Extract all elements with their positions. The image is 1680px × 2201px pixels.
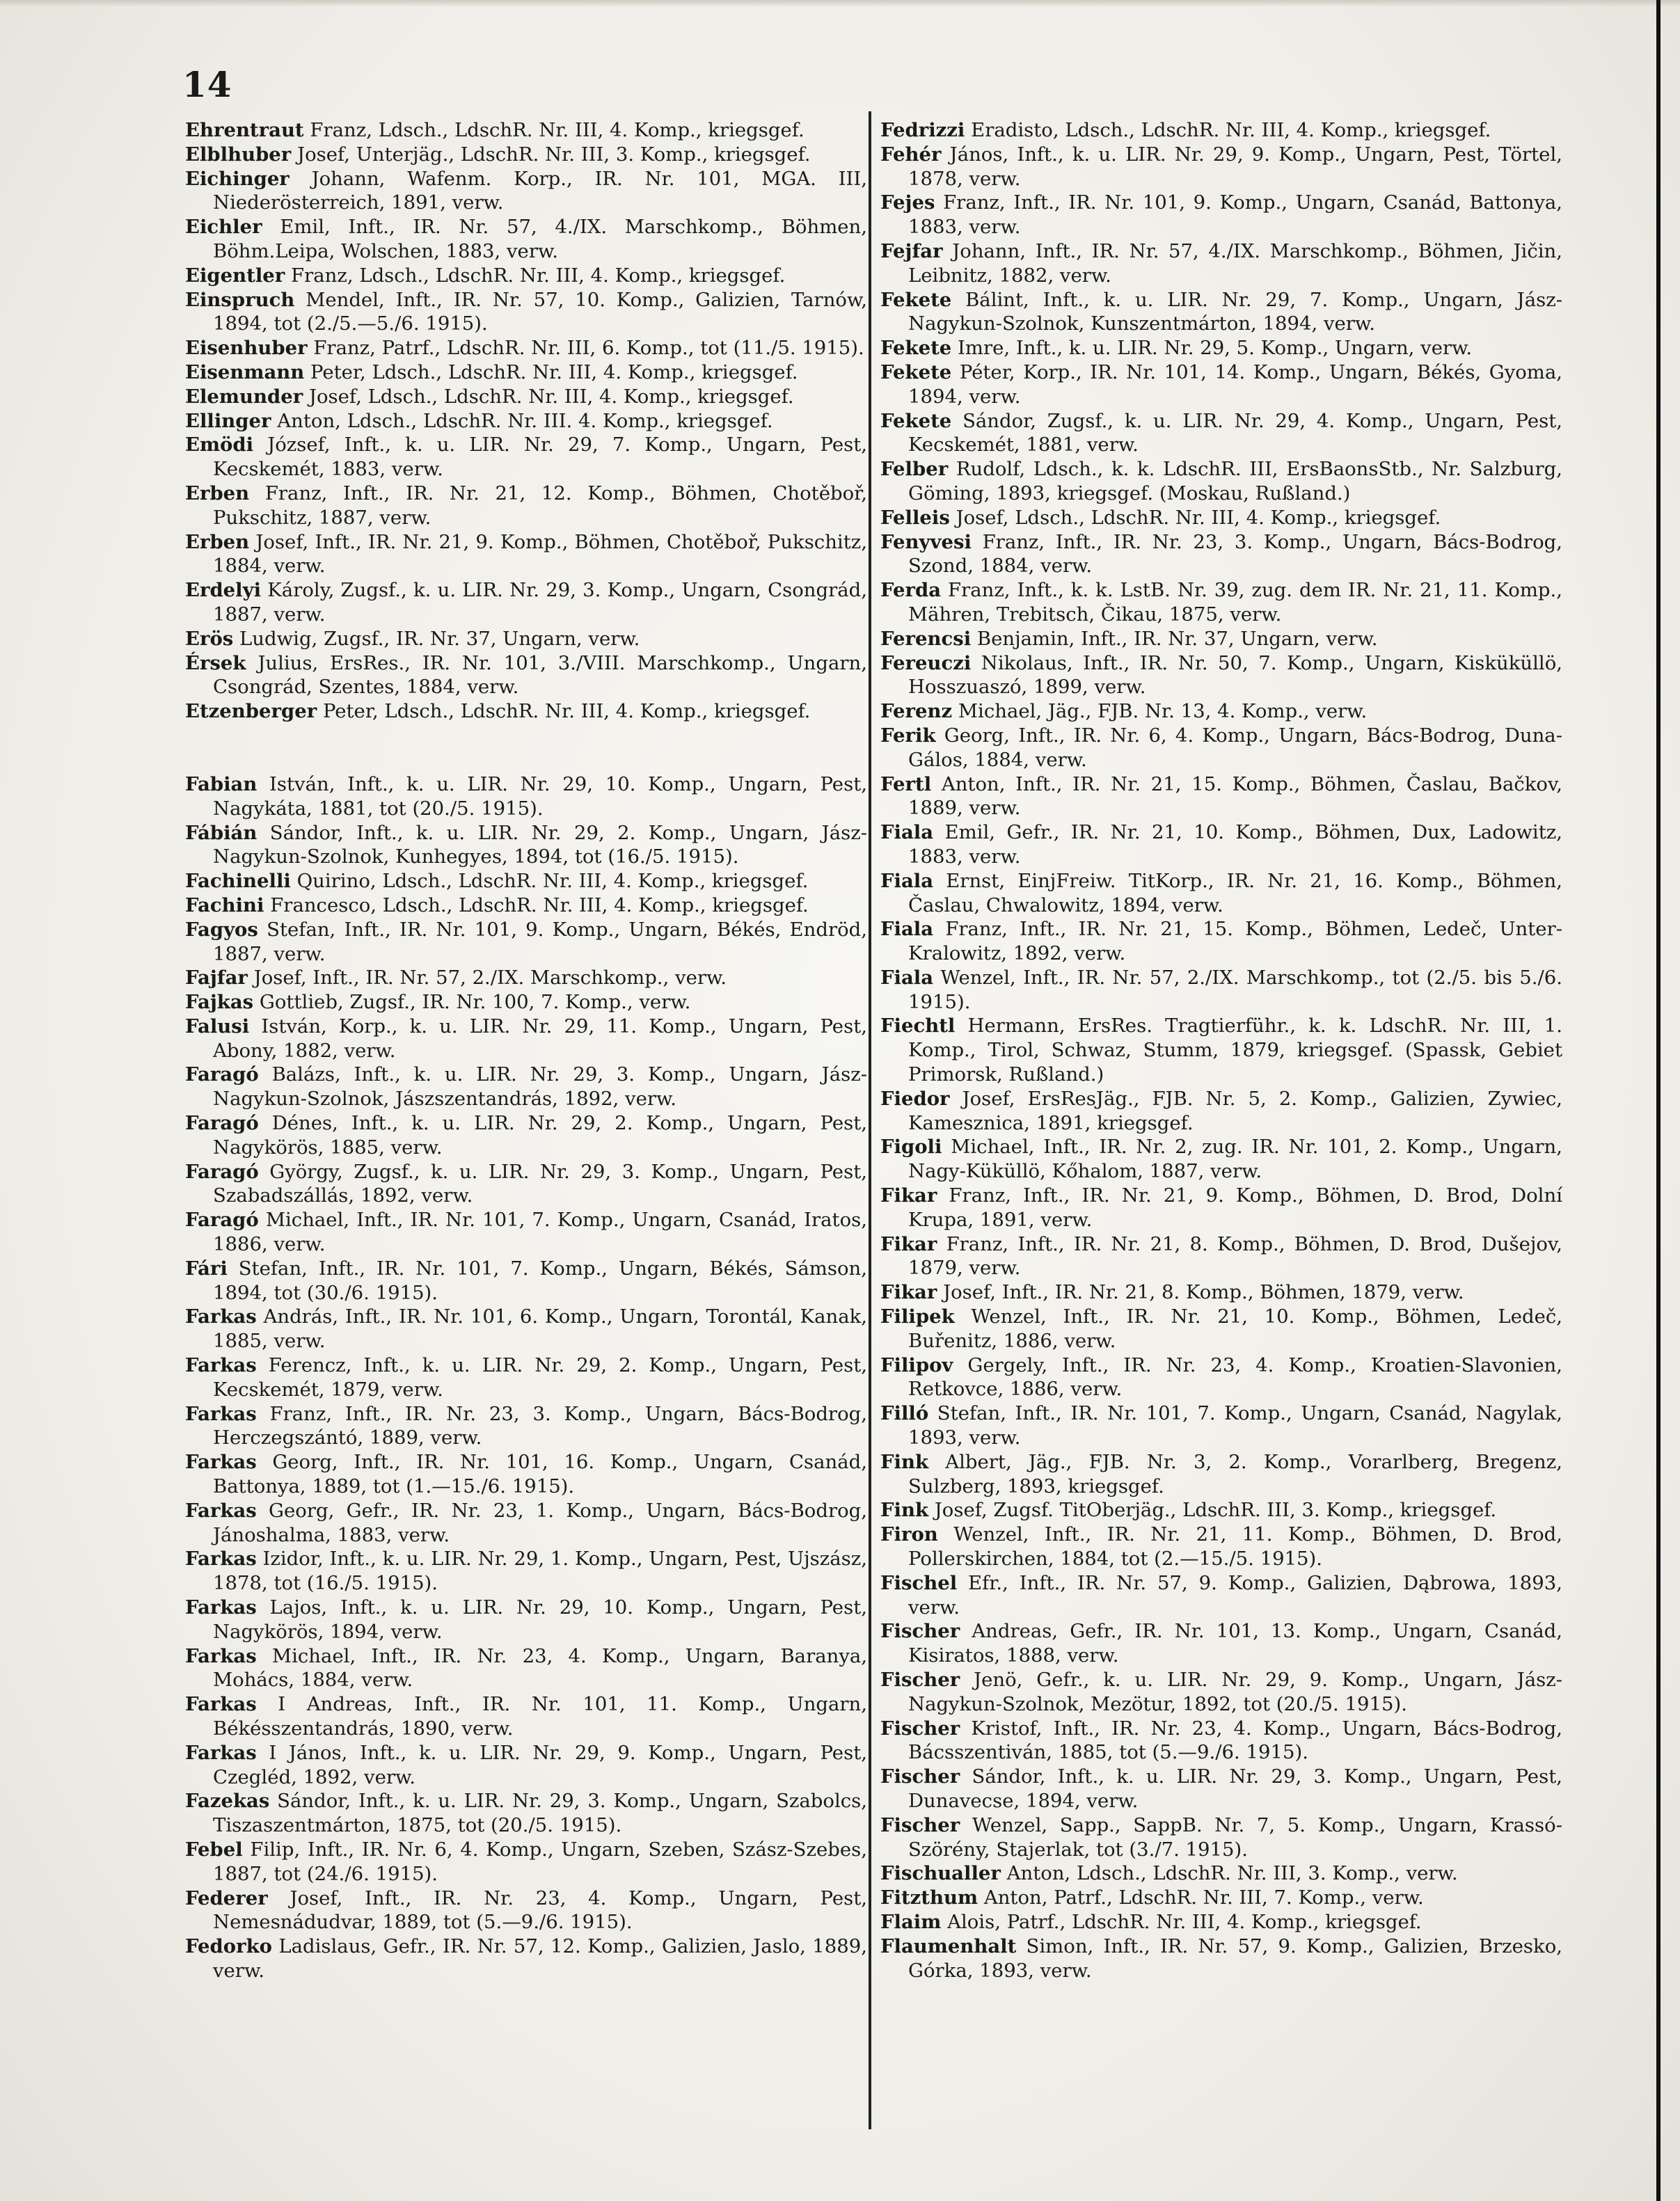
entry-details: Wenzel, Sapp., SappB. Nr. 7, 5. Komp., Ungarn, Krassó-Szörény, Stajerlak, tot (3./7. 1915). <box>908 1813 1562 1861</box>
entry <box>185 336 867 360</box>
entry <box>880 1232 1562 1281</box>
entry-surname: Fiala <box>880 966 934 989</box>
entry <box>880 1014 1562 1086</box>
entry-surname: Fábián <box>185 821 257 844</box>
entry-surname: Fink <box>880 1499 929 1522</box>
entry <box>185 893 867 918</box>
entry-details: András, Inft., IR. Nr. 101, 6. Komp., Ungarn, Torontál, Kanak, 1885, verw. <box>213 1305 867 1353</box>
entry-details: Andreas, Gefr., IR. Nr. 101, 13. Komp., Ungarn, Csanád, Kisiratos, 1888, verw. <box>908 1620 1562 1667</box>
entry-details: Josef, Zugsf. TitOberjäg., LdschR. III, 3. Komp., kriegsgef. <box>934 1499 1497 1522</box>
entry-surname: Ferda <box>880 579 942 602</box>
entry-details: I Andreas, Inft., IR. Nr. 101, 11. Komp., Ungarn, Békésszentandrás, 1890, verw. <box>213 1693 868 1740</box>
entry-surname: Felber <box>880 458 949 481</box>
entry-surname: Fajkas <box>185 991 254 1014</box>
entry <box>185 118 867 143</box>
right-column <box>880 118 1562 1983</box>
entry <box>185 482 867 530</box>
entry <box>880 1886 1562 1910</box>
entry-surname: Fischer <box>880 1620 960 1643</box>
entry <box>185 699 867 724</box>
entry-details: Emil, Inft., IR. Nr. 57, 4./IX. Marschkomp., Böhmen, Böhm.Leipa, Wolschen, 1883, verw. <box>213 216 867 262</box>
entry <box>185 409 867 434</box>
entry <box>880 627 1562 651</box>
entry-surname: Emödi <box>185 434 254 456</box>
entry <box>880 917 1562 966</box>
entry <box>185 360 867 385</box>
entry-details: Josef, Ldsch., LdschR. Nr. III, 4. Komp., kriegsgef. <box>956 506 1441 529</box>
page-right-border <box>1656 0 1661 2201</box>
entry <box>880 1934 1562 1983</box>
entry <box>880 457 1562 506</box>
entry-surname: Fabian <box>185 772 257 795</box>
entry-details: Wenzel, Inft., IR. Nr. 21, 11. Komp., Böhmen, D. Brod, Pollerskirchen, 1884, tot (2.—15./5. 1915). <box>908 1523 1562 1571</box>
entry-surname: Fiedor <box>880 1087 950 1110</box>
entry-surname: Fekete <box>880 337 952 360</box>
entry-surname: Fischer <box>880 1765 960 1788</box>
entry-details: Josef, Ldsch., LdschR. Nr. III, 4. Komp., kriegsgef. <box>308 385 794 408</box>
entry-details: Franz, Patrf., LdschR. Nr. III, 6. Komp., tot (11./5. 1915). <box>313 337 864 360</box>
entry <box>880 1668 1562 1717</box>
entry-surname: Ferik <box>880 724 936 747</box>
page-number: 14 <box>182 64 232 105</box>
entry-surname: Fári <box>185 1257 228 1280</box>
entry <box>880 1498 1562 1523</box>
entry-surname: Fereuczi <box>880 651 972 674</box>
entry-details: Jenö, Gefr., k. u. LIR. Nr. 29, 9. Komp., Ungarn, Jász-Nagykun-Szolnok, Mezötur, 1892, tot (20./5. 1915). <box>908 1669 1563 1715</box>
entry-details: Sándor, Zugsf., k. u. LIR. Nr. 29, 4. Komp., Ungarn, Pest, Kecskemét, 1881, verw. <box>908 409 1562 456</box>
entry-details: Franz, Ldsch., LdschR. Nr. III, 4. Komp., kriegsgef. <box>291 264 786 287</box>
entry-details: Franz, Inft., IR. Nr. 21, 12. Komp., Böhmen, Chotěboř, Pukschitz, 1887, verw. <box>213 482 867 529</box>
entry <box>185 433 867 482</box>
entry-details: Franz, Inft., IR. Nr. 21, 8. Komp., Böhmen, D. Brod, Dušejov, 1879, verw. <box>908 1232 1562 1280</box>
entry <box>185 1402 867 1451</box>
entry <box>185 288 867 337</box>
entry-surname: Erdelyi <box>185 579 262 602</box>
entry <box>185 1934 867 1983</box>
entry <box>880 1280 1562 1305</box>
entry-details: Bálint, Inft., k. u. LIR. Nr. 29, 7. Komp., Ungarn, Jász-Nagykun-Szolnok, Kunszentmárton, 1894, verw. <box>908 288 1562 335</box>
entry-details: Franz, Inft., IR. Nr. 23, 3. Komp., Ungarn, Bács-Bodrog, Herczegszántó, 1889, verw. <box>213 1402 867 1449</box>
entry <box>185 530 867 579</box>
entry-surname: Fischer <box>880 1669 960 1691</box>
entry-surname: Fachinelli <box>185 870 291 893</box>
entry <box>185 918 867 967</box>
entry-surname: Faragó <box>185 1160 259 1183</box>
entry <box>880 143 1562 191</box>
entry <box>185 821 867 870</box>
entry-surname: Eichler <box>185 216 262 239</box>
entry-surname: Fischer <box>880 1813 960 1836</box>
entry <box>185 772 867 821</box>
entry <box>880 1401 1562 1450</box>
entry-details: Franz, Inft., k. k. LstB. Nr. 39, zug. dem IR. Nr. 21, 11. Komp., Mähren, Trebitsch, Čikau, 1875, verw. <box>908 579 1562 626</box>
entry-details: Lajos, Inft., k. u. LIR. Nr. 29, 10. Komp., Ungarn, Pest, Nagykörös, 1894, verw. <box>213 1596 867 1643</box>
entry-details: Wenzel, Inft., IR. Nr. 21, 10. Komp., Böhmen, Ledeč, Buřenitz, 1886, verw. <box>908 1305 1562 1352</box>
entry-surname: Ehrentraut <box>185 119 304 141</box>
entry-details: István, Korp., k. u. LIR. Nr. 29, 11. Komp., Ungarn, Pest, Abony, 1882, verw. <box>213 1015 867 1062</box>
left-column-f-entries <box>185 772 867 1983</box>
entry-details: Gergely, Inft., IR. Nr. 23, 4. Komp., Kroatien-Slavonien, Retkovce, 1886, verw. <box>908 1353 1562 1401</box>
entry <box>880 772 1562 821</box>
entry-details: Sándor, Inft., k. u. LIR. Nr. 29, 3. Komp., Ungarn, Szabolcs, Tiszaszentmárton, 1875, tot (20./5. 1915). <box>213 1790 867 1837</box>
entry <box>880 651 1562 700</box>
entry-surname: Figoli <box>880 1136 942 1159</box>
entry-details: Balázs, Inft., k. u. LIR. Nr. 29, 3. Komp., Ungarn, Jász-Nagykun-Szolnok, Jászszentandrás, 1892, verw. <box>213 1063 867 1111</box>
entry <box>185 385 867 409</box>
entry-details: Michael, Inft., IR. Nr. 2, zug. IR. Nr. 101, 2. Komp., Ungarn, Nagy-Küküllö, Kőhalom, 1887, verw. <box>908 1136 1563 1183</box>
entry <box>880 1571 1562 1620</box>
entry-details: Izidor, Inft., k. u. LIR. Nr. 29, 1. Komp., Ungarn, Pest, Ujszász, 1878, tot (16./5. 1915). <box>213 1548 867 1595</box>
entry-details: Emil, Gefr., IR. Nr. 21, 10. Komp., Böhmen, Dux, Ladowitz, 1883, verw. <box>908 821 1562 868</box>
entry-details: György, Zugsf., k. u. LIR. Nr. 29, 3. Komp., Ungarn, Pest, Szabadszállás, 1892, verw. <box>213 1160 867 1207</box>
entry <box>880 191 1562 239</box>
entry <box>880 1305 1562 1353</box>
entry-details: István, Inft., k. u. LIR. Nr. 29, 10. Komp., Ungarn, Pest, Nagykáta, 1881, tot (20./5. 1915). <box>213 772 867 820</box>
entry-details: Imre, Inft., k. u. LIR. Nr. 29, 5. Komp., Ungarn, verw. <box>958 337 1473 360</box>
entry <box>185 1741 867 1790</box>
entry-details: Michael, Jäg., FJB. Nr. 13, 4. Komp., verw. <box>958 700 1368 723</box>
entry-details: Károly, Zugsf., k. u. LIR. Nr. 29, 3. Komp., Ungarn, Csongrád, 1887, verw. <box>213 579 867 626</box>
entry-surname: Fitzthum <box>880 1886 978 1909</box>
entry-details: Georg, Gefr., IR. Nr. 23, 1. Komp., Ungarn, Bács-Bodrog, Jánoshalma, 1883, verw. <box>213 1499 867 1546</box>
entry-details: Ferencz, Inft., k. u. LIR. Nr. 29, 2. Komp., Ungarn, Pest, Kecskemét, 1879, verw. <box>213 1354 867 1401</box>
entry-surname: Ellinger <box>185 409 271 432</box>
entry <box>880 530 1562 579</box>
entry <box>880 409 1562 458</box>
entry <box>185 1257 867 1305</box>
entry-surname: Farkas <box>185 1354 257 1377</box>
entry-details: Efr., Inft., IR. Nr. 57, 9. Komp., Galizien, Dąbrowa, 1893, verw. <box>908 1571 1562 1619</box>
entry <box>185 215 867 264</box>
entry-surname: Farkas <box>185 1693 257 1716</box>
entry-surname: Fiala <box>880 869 934 892</box>
entry-details: Georg, Inft., IR. Nr. 101, 16. Komp., Ungarn, Csanád, Battonya, 1889, tot (1.—15./6. 1915). <box>213 1451 867 1498</box>
entry-surname: Fischualler <box>880 1862 1001 1885</box>
entry-surname: Faragó <box>185 1209 259 1232</box>
entry-surname: Erben <box>185 482 250 504</box>
column-divider <box>869 111 871 2129</box>
entry-surname: Fikar <box>880 1281 937 1304</box>
entry-details: János, Inft., k. u. LIR. Nr. 29, 9. Komp., Ungarn, Pest, Törtel, 1878, verw. <box>908 143 1562 190</box>
entry-surname: Farkas <box>185 1305 257 1328</box>
entry-surname: Fertl <box>880 772 932 795</box>
entry <box>880 288 1562 337</box>
entry-details: Michael, Inft., IR. Nr. 101, 7. Komp., Ungarn, Csanád, Iratos, 1886, verw. <box>213 1209 867 1256</box>
entry-surname: Ferencsi <box>880 627 972 650</box>
entry <box>185 1886 867 1935</box>
entry-details: Josef, Inft., IR. Nr. 21, 8. Komp., Böhmen, 1879, verw. <box>943 1281 1464 1304</box>
entry <box>880 820 1562 869</box>
entry-surname: Fajfar <box>185 967 248 990</box>
entry <box>185 264 867 288</box>
entry-details: Anton, Ldsch., LdschR. Nr. III, 3. Komp., verw. <box>1006 1862 1458 1885</box>
entry-details: Franz, Inft., IR. Nr. 101, 9. Komp., Ungarn, Csanád, Battonya, 1883, verw. <box>908 191 1562 239</box>
entry-surname: Filipov <box>880 1353 953 1376</box>
entry <box>880 699 1562 724</box>
entry-surname: Fagyos <box>185 918 258 941</box>
entry-details: Josef, Unterjäg., LdschR. Nr. III, 3. Komp., kriegsgef. <box>297 143 811 166</box>
entry <box>185 1111 867 1160</box>
entry-details: Nikolaus, Inft., IR. Nr. 50, 7. Komp., Ungarn, Kisküküllö, Hosszuaszó, 1899, verw. <box>908 651 1562 699</box>
entry <box>185 1499 867 1548</box>
entry-details: Gottlieb, Zugsf., IR. Nr. 100, 7. Komp., verw. <box>259 991 691 1014</box>
entry-details: Mendel, Inft., IR. Nr. 57, 10. Komp., Galizien, Tarnów, 1894, tot (2./5.—5./6. 1915). <box>213 288 867 335</box>
entry-details: Josef, Inft., IR. Nr. 23, 4. Komp., Ungarn, Pest, Nemesnádudvar, 1889, tot (5.—9./6. 1915). <box>213 1886 867 1934</box>
entry <box>185 990 867 1015</box>
entry-surname: Eisenmann <box>185 360 305 383</box>
entry-surname: Erben <box>185 530 250 553</box>
entry-surname: Elemunder <box>185 385 303 408</box>
entry-details: Rudolf, Ldsch., k. k. LdschR. III, ErsBaonsStb., Nr. Salzburg, Göming, 1893, kriegsgef. (Moskau, Rußland.) <box>908 458 1562 504</box>
entry <box>185 1208 867 1257</box>
entry-details: Hermann, ErsRes. Tragtierführ., k. k. LdschR. Nr. III, 1. Komp., Tirol, Schwaz, Stumm, 1879, kriegsgef. (Spassk, Gebiet Primorsk, Rußland.) <box>908 1015 1562 1086</box>
entry <box>185 627 867 651</box>
entry-details: Sándor, Inft., k. u. LIR. Nr. 29, 2. Komp., Ungarn, Jász-Nagykun-Szolnok, Kunhegyes, 1894, tot (16./5. 1915). <box>213 821 867 868</box>
entry-surname: Fedorko <box>185 1935 272 1958</box>
entry <box>880 506 1562 530</box>
entry-details: Sándor, Inft., k. u. LIR. Nr. 29, 3. Komp., Ungarn, Pest, Dunavecse, 1894, verw. <box>908 1765 1562 1812</box>
entry-details: I János, Inft., k. u. LIR. Nr. 29, 9. Komp., Ungarn, Pest, Czegléd, 1892, verw. <box>213 1741 867 1788</box>
entry <box>185 1644 867 1693</box>
entry <box>880 1813 1562 1862</box>
entry <box>185 1160 867 1209</box>
entry <box>880 239 1562 288</box>
entry-surname: Farkas <box>185 1499 257 1522</box>
entry-details: Franz, Inft., IR. Nr. 21, 9. Komp., Böhmen, D. Brod, Dolní Krupa, 1891, verw. <box>908 1184 1562 1231</box>
entry <box>185 966 867 990</box>
entry-surname: Farkas <box>185 1548 257 1571</box>
entry <box>185 1838 867 1886</box>
entry <box>880 1861 1562 1886</box>
entry-details: Franz, Ldsch., LdschR. Nr. III, 4. Komp., kriegsgef. <box>310 119 805 141</box>
entry-surname: Firon <box>880 1523 938 1546</box>
entry-details: Johann, Inft., IR. Nr. 57, 4./IX. Marschkomp., Böhmen, Jičin, Leibnitz, 1882, verw. <box>908 239 1562 287</box>
entry <box>185 1305 867 1353</box>
entry <box>880 966 1562 1015</box>
entry-details: Ludwig, Zugsf., IR. Nr. 37, Ungarn, verw. <box>239 627 640 650</box>
entry <box>185 651 867 700</box>
entry-details: Georg, Inft., IR. Nr. 6, 4. Komp., Ungarn, Bács-Bodrog, Duna-Gálos, 1884, verw. <box>908 724 1562 771</box>
entry <box>880 118 1562 143</box>
entry-surname: Fikar <box>880 1232 937 1255</box>
entry-details: Stefan, Inft., IR. Nr. 101, 7. Komp., Ungarn, Békés, Sámson, 1894, tot (30./6. 1915). <box>213 1257 867 1304</box>
section-gap <box>185 724 867 772</box>
entry <box>880 1135 1562 1184</box>
left-column-e-entries <box>185 118 867 724</box>
entry-surname: Fischer <box>880 1717 960 1740</box>
entry-surname: Elblhuber <box>185 143 292 166</box>
left-column <box>185 118 867 1983</box>
entry-surname: Fiechtl <box>880 1015 956 1038</box>
entry-details: Dénes, Inft., k. u. LIR. Nr. 29, 2. Komp., Ungarn, Pest, Nagykörös, 1885, verw. <box>213 1112 867 1159</box>
right-column-entries <box>880 118 1562 1983</box>
entry-surname: Fehér <box>880 143 942 166</box>
entry-surname: Fazekas <box>185 1790 270 1813</box>
entry-surname: Fedrizzi <box>880 119 965 141</box>
entry-details: Wenzel, Inft., IR. Nr. 57, 2./IX. Marschkomp., tot (2./5. bis 5./6. 1915). <box>908 966 1562 1013</box>
entry-surname: Fikar <box>880 1184 937 1207</box>
entry-surname: Fachini <box>185 893 264 916</box>
entry-details: Julius, ErsRes., IR. Nr. 101, 3./VIII. Marschkomp., Ungarn, Csongrád, Szentes, 1884, verw. <box>213 651 867 699</box>
entry-surname: Fenyvesi <box>880 530 972 553</box>
entry-details: Peter, Ldsch., LdschR. Nr. III, 4. Komp., kriegsgef. <box>322 700 811 723</box>
entry-surname: Etzenberger <box>185 700 317 723</box>
entry-details: Stefan, Inft., IR. Nr. 101, 9. Komp., Ungarn, Békés, Endröd, 1887, verw. <box>213 918 867 965</box>
entry-surname: Fiala <box>880 918 934 941</box>
entry <box>185 143 867 167</box>
entry <box>185 869 867 893</box>
entry-surname: Eigentler <box>185 264 285 287</box>
entry <box>880 1450 1562 1499</box>
entry-surname: Eisenhuber <box>185 337 308 360</box>
entry-details: Johann, Wafenm. Korp., IR. Nr. 101, MGA. III, Niederösterreich, 1891, verw. <box>213 167 867 214</box>
entry-details: Eradisto, Ldsch., LdschR. Nr. III, 4. Komp., kriegsgef. <box>971 119 1491 141</box>
entry-surname: Felleis <box>880 506 950 529</box>
entry-details: Alois, Patrf., LdschR. Nr. III, 4. Komp., kriegsgef. <box>947 1910 1422 1933</box>
entry <box>880 724 1562 772</box>
entry <box>185 1596 867 1644</box>
entry-surname: Ferenz <box>880 700 953 723</box>
entry-surname: Farkas <box>185 1741 257 1764</box>
entry-details: Kristof, Inft., IR. Nr. 23, 4. Komp., Ungarn, Bács-Bodrog, Bácsszentiván, 1885, tot (5.—9./6. 1915). <box>908 1717 1562 1764</box>
entry <box>880 1184 1562 1232</box>
entry-details: Ernst, EinjFreiw. TitKorp., IR. Nr. 21, 16. Komp., Böhmen, Časlau, Chwalowitz, 1894, verw. <box>908 869 1562 916</box>
entry <box>880 1619 1562 1668</box>
entry-details: Anton, Patrf., LdschR. Nr. III, 7. Komp., verw. <box>983 1886 1424 1909</box>
entry <box>185 1789 867 1838</box>
entry-details: Francesco, Ldsch., LdschR. Nr. III, 4. Komp., kriegsgef. <box>270 893 809 916</box>
entry-surname: Faragó <box>185 1063 259 1086</box>
entry-surname: Farkas <box>185 1451 257 1474</box>
entry <box>880 336 1562 360</box>
entry-details: Ladislaus, Gefr., IR. Nr. 57, 12. Komp., Galizien, Jaslo, 1889, verw. <box>213 1935 867 1982</box>
entry-surname: Falusi <box>185 1015 250 1038</box>
entry <box>185 1353 867 1402</box>
entry <box>185 1450 867 1499</box>
entry <box>880 1523 1562 1571</box>
entry-details: Filip, Inft., IR. Nr. 6, 4. Komp., Ungarn, Szeben, Szász-Szebes, 1887, tot (24./6. 1915). <box>213 1838 867 1885</box>
entry <box>880 1717 1562 1765</box>
entry-surname: Erös <box>185 627 234 650</box>
entry-details: Josef, ErsResJäg., FJB. Nr. 5, 2. Komp., Galizien, Zywiec, Kamesznica, 1891, kriegsgef. <box>908 1087 1562 1134</box>
entry-details: Peter, Ldsch., LdschR. Nr. III, 4. Komp., kriegsgef. <box>310 360 798 383</box>
entry <box>185 167 867 216</box>
entry-surname: Einspruch <box>185 288 295 311</box>
entry <box>185 1547 867 1596</box>
entry-surname: Fejes <box>880 191 935 214</box>
entry-details: Josef, Inft., IR. Nr. 21, 9. Komp., Böhmen, Chotěboř, Pukschitz, 1884, verw. <box>213 530 867 578</box>
entry <box>880 1765 1562 1813</box>
entry-details: Anton, Ldsch., LdschR. Nr. III. 4. Komp., kriegsgef. <box>277 409 773 432</box>
entry-surname: Flaumenhalt <box>880 1934 1017 1957</box>
entry <box>880 1910 1562 1934</box>
entry <box>880 869 1562 918</box>
entry-details: Péter, Korp., IR. Nr. 101, 14. Komp., Ungarn, Békés, Gyoma, 1894, verw. <box>908 360 1563 408</box>
entry-details: Simon, Inft., IR. Nr. 57, 9. Komp., Galizien, Brzesko, Górka, 1893, verw. <box>908 1934 1562 1982</box>
page-top-shadow <box>0 0 1680 7</box>
entry-surname: Farkas <box>185 1644 257 1667</box>
entry <box>185 578 867 627</box>
entry-surname: Fekete <box>880 360 952 383</box>
entry-surname: Fejfar <box>880 239 943 262</box>
entry-details: József, Inft., k. u. LIR. Nr. 29, 7. Komp., Ungarn, Pest, Kecskemét, 1883, verw. <box>213 434 867 481</box>
entry-surname: Eichinger <box>185 167 290 190</box>
entry-surname: Filipek <box>880 1305 955 1328</box>
entry <box>185 1063 867 1111</box>
entry <box>185 1692 867 1741</box>
entry-surname: Érsek <box>185 651 246 674</box>
entry <box>880 1087 1562 1136</box>
entry <box>880 578 1562 627</box>
entry-surname: Federer <box>185 1886 268 1909</box>
entry-details: Quirino, Ldsch., LdschR. Nr. III, 4. Komp., kriegsgef. <box>296 870 809 893</box>
entry <box>880 360 1562 409</box>
entry-surname: Filló <box>880 1402 929 1425</box>
entry-details: Franz, Inft., IR. Nr. 21, 15. Komp., Böhmen, Ledeč, Unter-Kralowitz, 1892, verw. <box>908 918 1562 965</box>
entry-surname: Fekete <box>880 288 952 311</box>
entry-details: Stefan, Inft., IR. Nr. 101, 7. Komp., Ungarn, Csanád, Nagylak, 1893, verw. <box>908 1402 1562 1449</box>
entry <box>880 1353 1562 1402</box>
entry <box>185 1015 867 1063</box>
entry-details: Franz, Inft., IR. Nr. 23, 3. Komp., Ungarn, Bács-Bodrog, Szond, 1884, verw. <box>908 530 1562 578</box>
entry-surname: Faragó <box>185 1112 259 1135</box>
entry-surname: Fekete <box>880 409 952 432</box>
entry-details: Michael, Inft., IR. Nr. 23, 4. Komp., Ungarn, Baranya, Mohács, 1884, verw. <box>213 1644 867 1692</box>
entry-details: Anton, Inft., IR. Nr. 21, 15. Komp., Böhmen, Časlau, Bačkov, 1889, verw. <box>908 772 1562 820</box>
entry-surname: Farkas <box>185 1596 257 1619</box>
entry-details: Josef, Inft., IR. Nr. 57, 2./IX. Marschkomp., verw. <box>253 967 727 990</box>
entry-surname: Fischel <box>880 1571 958 1594</box>
entry-surname: Flaim <box>880 1910 942 1933</box>
entry-surname: Febel <box>185 1838 243 1861</box>
entry-surname: Farkas <box>185 1402 257 1425</box>
entry-surname: Fiala <box>880 821 934 844</box>
entry-details: Albert, Jäg., FJB. Nr. 3, 2. Komp., Vorarlberg, Bregenz, Sulzberg, 1893, kriegsgef. <box>908 1450 1562 1497</box>
entry-surname: Fink <box>880 1450 929 1473</box>
entry-details: Benjamin, Inft., IR. Nr. 37, Ungarn, verw. <box>976 627 1378 650</box>
